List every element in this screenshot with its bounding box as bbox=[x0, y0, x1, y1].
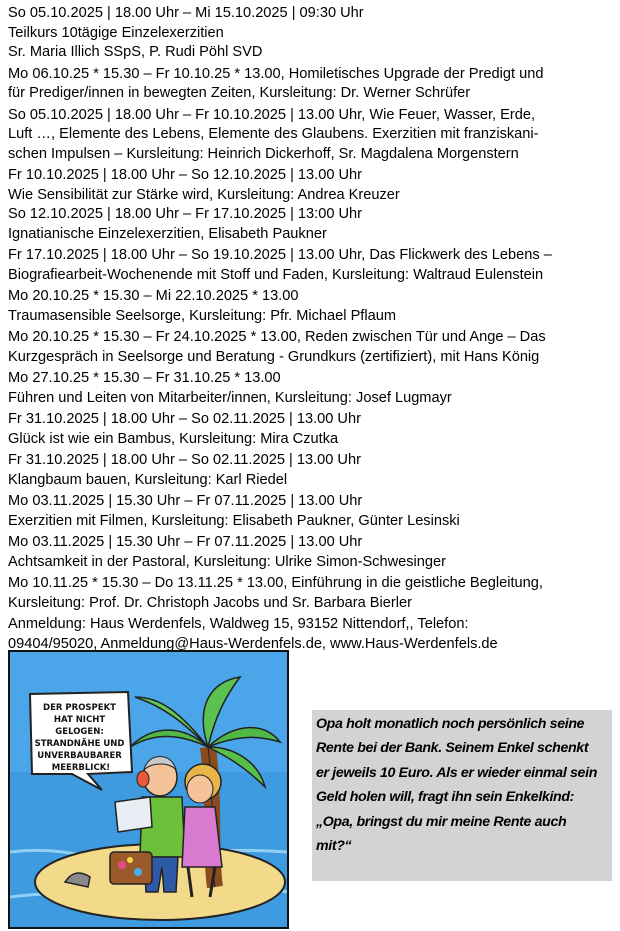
speech-bubble-line: UNVERBAUBARER bbox=[37, 751, 122, 761]
event-line: Fr 17.10.2025 | 18.00 Uhr – So 19.10.2025 | 13.00 Uhr, Das Flickwerk des Lebens – bbox=[8, 247, 552, 263]
event-entry bbox=[8, 533, 614, 572]
joke-line: Opa holt monatlich noch persönlich seine bbox=[316, 716, 585, 732]
event-entry bbox=[8, 410, 614, 449]
joke-line: er jeweils 10 Euro. Als er wieder einmal sein bbox=[316, 764, 598, 781]
joke-box bbox=[312, 710, 612, 881]
event-line: Fr 10.10.2025 | 18.00 Uhr – So 12.10.2025 | 13.00 Uhr bbox=[8, 167, 363, 183]
event-line: Mo 27.10.25 * 15.30 – Fr 31.10.25 * 13.00 bbox=[8, 370, 281, 386]
joke-line: „Opa, bringst du mir meine Rente auch bbox=[316, 813, 567, 830]
event-line: So 12.10.2025 | 18.00 Uhr – Fr 17.10.2025 | 13:00 Uhr bbox=[8, 206, 363, 222]
speech-bubble-line: DER PROSPEKT bbox=[43, 703, 116, 713]
event-line: Teilkurs 10tägige Einzelexerzitien bbox=[8, 24, 224, 41]
event-line: Mo 03.11.2025 | 15.30 Uhr – Fr 07.11.2025 | 13.00 Uhr bbox=[8, 493, 363, 509]
event-entry bbox=[8, 328, 614, 367]
island-cartoon bbox=[8, 650, 289, 929]
event-line: So 05.10.2025 | 18.00 Uhr – Fr 10.10.2025 | 13.00 Uhr, Wie Feuer, Wasser, Erde, bbox=[8, 106, 536, 123]
event-line: Mo 20.10.25 * 15.30 – Mi 22.10.2025 * 13.00 bbox=[8, 288, 299, 304]
speech-bubble-line: STRANDNÄHE UND bbox=[34, 739, 125, 749]
event-line: Fr 31.10.2025 | 18.00 Uhr – So 02.11.2025 | 13.00 Uhr bbox=[8, 411, 361, 427]
event-line: Glück ist wie ein Bambus, Kursleitung: Mira Czutka bbox=[8, 430, 339, 447]
event-line: Traumasensible Seelsorge, Kursleitung: Pfr. Michael Pflaum bbox=[8, 307, 396, 324]
registration-line: Anmeldung: Haus Werdenfels, Waldweg 15, 93152 Nittendorf,, Telefon: bbox=[8, 616, 469, 632]
event-line: Exerzitien mit Filmen, Kursleitung: Elisabeth Paukner, Günter Lesinski bbox=[8, 512, 460, 529]
event-entry bbox=[8, 574, 614, 613]
event-line: Sr. Maria Illich SSpS, P. Rudi Pöhl SVD bbox=[8, 44, 263, 60]
event-entry bbox=[8, 369, 614, 408]
event-line: So 05.10.2025 | 18.00 Uhr – Mi 15.10.2025 | 09:30 Uhr bbox=[8, 5, 364, 21]
event-line: Achtsamkeit in der Pastoral, Kursleitung: Ulrike Simon-Schwesinger bbox=[8, 553, 446, 570]
event-line: Mo 10.11.25 * 15.30 – Do 13.11.25 * 13.00, Einführung in die geistliche Begleitung, bbox=[8, 575, 543, 591]
event-line: Mo 06.10.25 * 15.30 – Fr 10.10.25 * 13.00, Homiletisches Upgrade der Predigt und bbox=[8, 65, 544, 82]
event-line: Fr 31.10.2025 | 18.00 Uhr – So 02.11.2025 | 13.00 Uhr bbox=[8, 452, 361, 468]
event-entry bbox=[8, 287, 614, 326]
event-list bbox=[8, 4, 614, 654]
event-entry bbox=[8, 451, 614, 490]
event-entry bbox=[8, 65, 614, 104]
event-line: Kursleitung: Prof. Dr. Christoph Jacobs und Sr. Barbara Bierler bbox=[8, 594, 412, 611]
event-line: Luft …, Elemente des Lebens, Elemente des Glaubens. Exerzitien mit franziskani- bbox=[8, 126, 539, 142]
island-cartoon-drawing bbox=[10, 652, 287, 927]
event-line: Wie Sensibilität zur Stärke wird, Kursleitung: Andrea Kreuzer bbox=[8, 186, 400, 203]
event-line: Klangbaum bauen, Kursleitung: Karl Riedel bbox=[8, 471, 288, 488]
event-entry bbox=[8, 246, 614, 285]
event-entry bbox=[8, 166, 614, 244]
event-entry bbox=[8, 4, 614, 63]
joke-line: Geld holen will, fragt ihn sein Enkelkind: bbox=[316, 789, 575, 806]
event-line: Biografiearbeit-Wochenende mit Stoff und Faden, Kursleitung: Waltraud Eulenstein bbox=[8, 266, 544, 283]
speech-bubble-line: GELOGEN: bbox=[55, 727, 104, 737]
event-line: schen Impulsen – Kursleitung: Heinrich Dickerhoff, Sr. Magdalena Morgenstern bbox=[8, 145, 519, 162]
event-line: Mo 03.11.2025 | 15.30 Uhr – Fr 07.11.2025 | 13.00 Uhr bbox=[8, 534, 363, 550]
registration-info bbox=[8, 615, 614, 654]
joke-line: mit?“ bbox=[316, 838, 352, 855]
event-entry bbox=[8, 492, 614, 531]
speech-bubble-line: MEERBLICK! bbox=[51, 763, 111, 773]
event-line: Ignatianische Einzelexerzitien, Elisabeth Paukner bbox=[8, 225, 327, 242]
speech-bubble-line: HAT NICHT bbox=[53, 715, 106, 725]
event-entry bbox=[8, 106, 614, 165]
joke-line: Rente bei der Bank. Seinem Enkel schenkt bbox=[316, 740, 589, 757]
event-line: Mo 20.10.25 * 15.30 – Fr 24.10.2025 * 13.00, Reden zwischen Tür und Ange – Das bbox=[8, 329, 546, 345]
event-line: Kurzgespräch in Seelsorge und Beratung - Grundkurs (zertifiziert), mit Hans König bbox=[8, 348, 540, 365]
event-line: Führen und Leiten von Mitarbeiter/innen, Kursleitung: Josef Lugmayr bbox=[8, 389, 452, 406]
event-line: für Prediger/innen in bewegten Zeiten, Kursleitung: Dr. Werner Schrüfer bbox=[8, 85, 471, 101]
registration-line: 09404/95020, Anmeldung@Haus-Werdenfels.de, www.Haus-Werdenfels.de bbox=[8, 635, 498, 652]
